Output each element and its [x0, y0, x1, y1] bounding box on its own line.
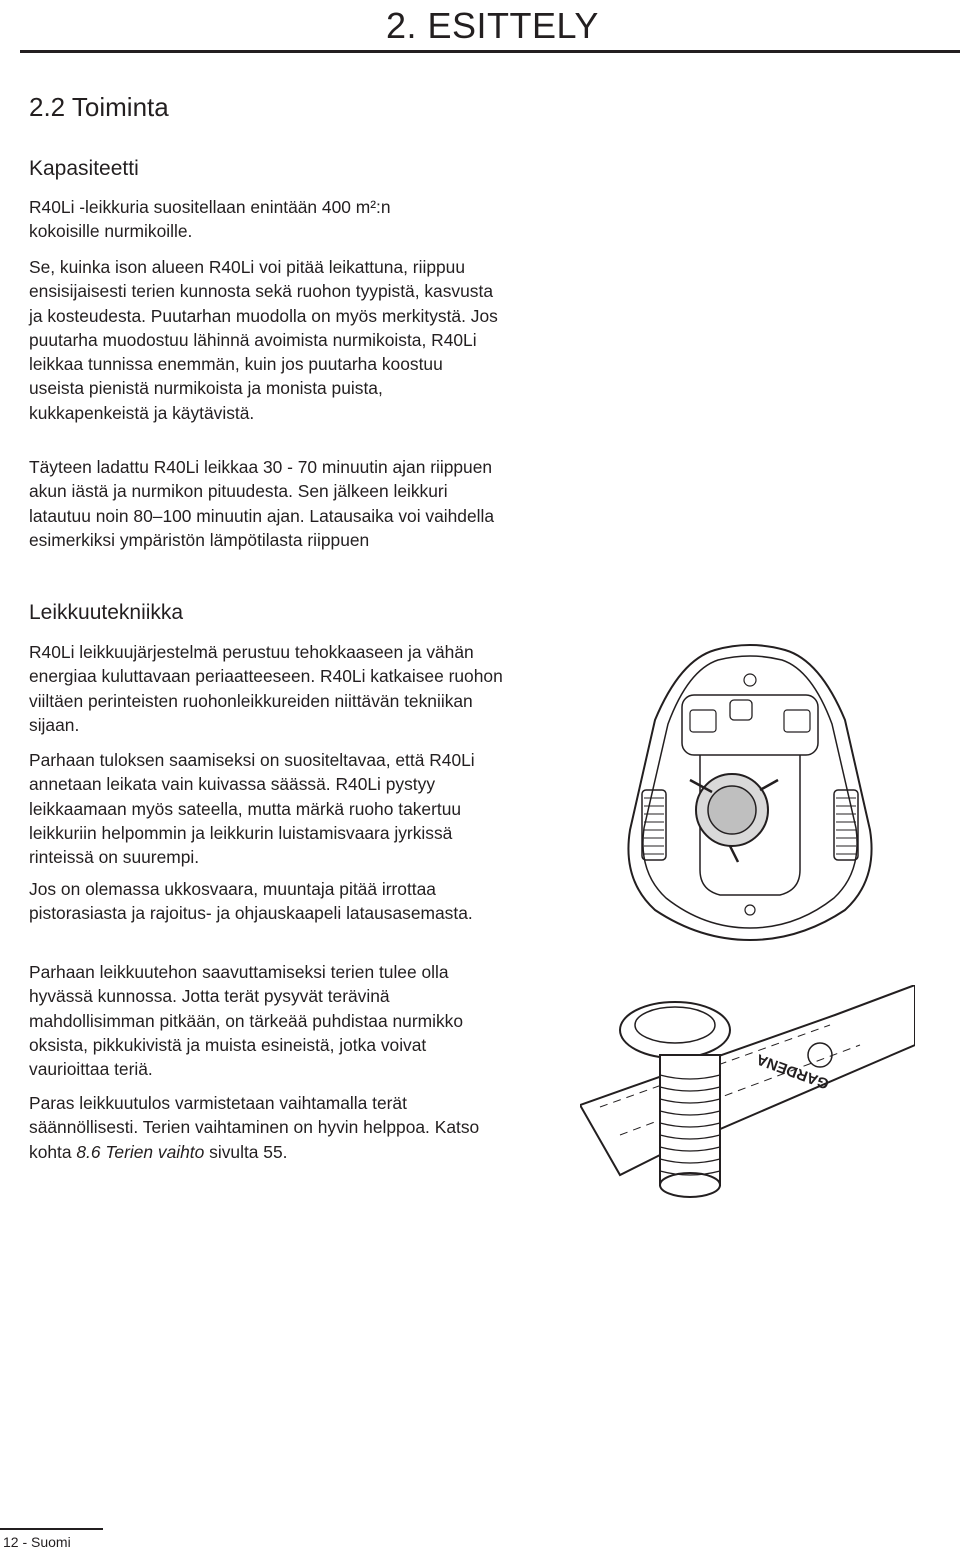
mower-underside-illustration [620, 640, 880, 950]
header-rule [20, 50, 960, 53]
cutting-paragraph-2: Parhaan tuloksen saamiseksi on suositeltavaa, että R40Li annetaan leikata vain kuivassa säässä. R40Li pystyy leikkaamaan myös sateella, mutta märkä ruoho takertuu leikkuriin helpommin ja leikkurin luistamisvaara jyrkissä rinteissä on suurempi. [29, 750, 475, 868]
section-reference: 8.6 Terien vaihto [76, 1141, 205, 1162]
capacity-heading: Kapasiteetti [29, 157, 139, 180]
paragraph-text-end: sivulta 55. [204, 1141, 288, 1162]
blade-logo-text: GARDENA [754, 1050, 832, 1093]
capacity-paragraph-1: R40Li -leikkuria suositellaan enintään 400 m²:n kokoisille nurmikoille. [29, 197, 391, 242]
cutting-paragraph-4: Parhaan leikkuutehon saavuttamiseksi terien tulee olla hyvässä kunnossa. Jotta terät pysyvät terävinä mahdollisimman pitkään, on tärkeää puhdistaa nurmikko oksista, pikkukivistä ja muista esineistä, jotka voivat vaurioittaa teriä. [29, 962, 464, 1080]
blade-closeup-illustration [580, 985, 915, 1210]
cutting-paragraph-1: R40Li leikkuujärjestelmä perustuu tehokkaaseen ja vähän energiaa kuluttavaan periaatteeseen. R40Li katkaisee ruohon viiltäen perinteisten ruohonleikkureiden niittävän tekniikan sijaan. [29, 642, 503, 735]
paragraph-text: Paras leikkuutulos varmistetaan vaihtamalla terät säännöllisesti. Terien vaihtaminen on hyvin helppoa. Katso kohta [29, 1093, 480, 1162]
cutting-heading: Leikkuutekniikka [29, 601, 184, 624]
chapter-title: 2. ESITTELY [386, 5, 599, 46]
capacity-paragraph-3: Täyteen ladattu R40Li leikkaa 30 - 70 minuutin ajan riippuen akun iästä ja nurmikon pituudesta. Sen jälkeen leikkuri latautuu noin 80–100 minuutin ajan. Latausaika voi vaihdella esimerkiksi ympäristön lämpötilasta riippuen [29, 457, 495, 550]
cutting-paragraph-5 [29, 1091, 499, 1164]
capacity-paragraph-2: Se, kuinka ison alueen R40Li voi pitää leikattuna, riippuu ensisijaisesti terien kunnosta sekä ruohon tyypistä, kasvusta ja kosteudesta. Puutarhan muodolla on myös merkitystä. Jos puutarha muodostuu lähinnä avoimista nurmikoista, R40Li leikkaa tunnissa enemmän, kuin jos puutarha koostuu useista pienistä nurmikoista ja monista puista, kukkapenkeistä ja käytävistä. [29, 257, 498, 423]
cutting-paragraph-3: Jos on olemassa ukkosvaara, muuntaja pitää irrottaa pistorasiasta ja rajoitus- ja ohjauskaapeli latausasemasta. [29, 879, 473, 924]
page-footer: 12 - Suomi [0, 1528, 103, 1548]
section-title: 2.2 Toiminta [29, 92, 169, 122]
